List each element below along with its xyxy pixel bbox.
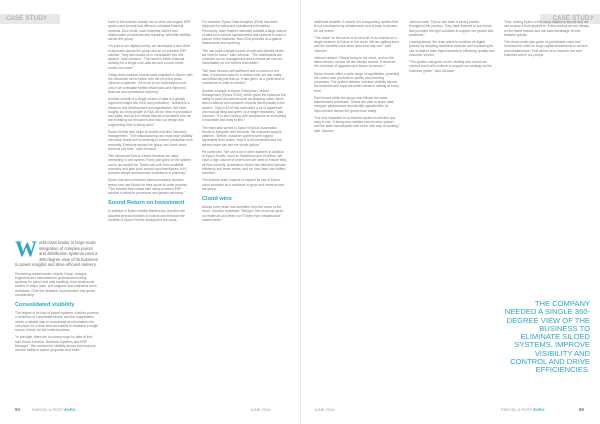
case-study-tab-right: CASE STUDY <box>540 14 600 24</box>
paragraph: Epicor Kinetic also helps to enable real-time inventory management. "The manufacturing unit must have visibility into stock levels and scheduling to ensure production runs smoothly. Everyone across the group can check stock levels at any time," said Johnson. <box>108 129 193 151</box>
footer-right <box>301 404 600 416</box>
pull-quote: THE COMPANY NEEDED A SINGLE 360-DEGREE VIEW OF THE BUSINESS TO ELIMINATE SILOED SYSTEMS, IMPROVE VISIBILITY AND CONTROL AND DRIVE EFFICIENCIES. <box>504 299 590 375</box>
paragraph: For instance, Epicor Data Analytics (EDA) has been deployed for sales and operational information. Previously, team leaders manually collated a large volume of data from various spreadsheets and systems to build a picture of the business. Now EDA provides at-a-glance dashboards and reporting. <box>202 20 287 46</box>
paragraph: Epicor has also enhanced sales processes. Autolivs teams now use Epicor for their quote-to-order process. "The solution that comes with using a mature ERP solution is ideal for processes and greater accuracy." <box>108 178 188 195</box>
dropcap: W <box>15 236 37 261</box>
paragraph: The largest of its kind of parcel systems, Autolivs process a collection of complicated flows, and the organisation needs a reliable way to consolidate its information into one place for a clear view and ability to establish a single source of truth for the entire business. <box>15 311 99 332</box>
paragraph: Looking ahead, the team plans to continue its digital journey by adopting additional modules and expanding its use of data to drive improvements in efficiency, quality and customer service. <box>409 40 495 57</box>
paragraph: Today, three Autolivs brands have migrated to Epicor, with the remainder set to follow over the next few years. Johnson explained: "As more of our businesses move onto it we anticipate further efficiencies and improved financial and operational reporting." <box>108 72 193 94</box>
paragraph: Almost every team has benefited from the move to the cloud. Johnson explained: "Being in the cloud has given us resilience and freed our IT team from infrastructure maintenance." <box>202 205 284 222</box>
right-page <box>300 0 600 424</box>
paragraph: "We introduced Epicor Kinetic because we need everything in one system. Every part goes on the system and is accounted for. Teams can pick from available inventory and plan work around accurate figures, so it reduces delays and improves confidence in planning." <box>108 154 191 175</box>
paragraph: The cloud model also gives us predictable costs and removes the need for large capital investments in servers and infrastructure. That allows us to invest in our core business and in our people. <box>504 40 588 57</box>
footer-brand: PARCEL & POST EXPO <box>32 407 76 412</box>
paragraph: "We have become self-sufficient and in control of our data. If someone asks for a certain view, we can easily and efficiently pull that up. It has given us a great deal of confidence in what is needed." <box>202 68 285 86</box>
right-column-3 <box>504 20 590 60</box>
footer-date: JUNE 2018 <box>250 407 271 412</box>
left-column-1 <box>15 236 99 355</box>
intro-paragraph <box>15 236 99 268</box>
section-heading: Sound Return on Investment <box>108 200 185 207</box>
paragraph: Each brand within the group now follows the same standardised processes. Teams are able to share data, compare performance and identify opportunities for improvement across the group more easily. <box>314 95 395 113</box>
paragraph: "As part of our digital journey, we developed a new chart of accounts across the group and an on-premise ERP solution. They also asked us to consolidate into one system," said Johnson. "The result is better financial visibility for a single core data set and a much faster month-end close." <box>108 44 191 70</box>
paragraph: Another benefit of a single source of data is a greatly improved insight into R&D and production. "Autolivs is a research and development-led organisation. We have roughly as many people in R&D as we have in production and sales, and so it is critical that we understand how we are investing our resources and how our design and engineering time is being used." <box>108 97 192 127</box>
paragraph: Epicor Kinetic offers a wide range of capabilities, providing full control over production, quality and planning processes. The system delivers real-time visibility across the business and supports better decision making at every level. <box>314 71 400 93</box>
paragraph: The Autolivs team expects to expand its use of Epicor cloud solutions as it continues to grow and invest across the group. <box>202 178 285 191</box>
right-column-2 <box>409 20 495 76</box>
paragraph: Each of the Autolivs brands ran on their own legacy ERP system and several had different, outdated financial systems. As a result, each business had its own independent procedures and reporting, with little visibility across the group. <box>108 20 191 41</box>
section-heading: Consolidated visibility <box>15 302 75 308</box>
paragraph: Johnson said: "Epicor has been a strong partner throughout the process. They have listened to our needs and provided the right solutions to support our growth and ambitions." <box>409 20 494 37</box>
page-number: 94 <box>15 407 21 412</box>
right-column-1 <box>314 20 400 136</box>
paragraph: Johnson added: "Simply being in the cloud, and on the latest version, means we are always current. It removes the overhead of upgrades and keeps us secure." <box>314 55 396 69</box>
footer-left <box>0 404 300 416</box>
paragraph: Thus, having Epicor in the cloud makes us secure and we can access it from anywhere. It also means we are always on the latest release and can take advantage of new features quickly. <box>504 20 590 37</box>
paragraph: "The vision for the future is to have all of our brands on a single instance of Epicor in the cloud. We are getting there and the benefits have been clear from day one," said Johnson. <box>314 35 400 53</box>
paragraph: "The system has given us the visibility and control we needed and it will continue to support our strategy as the business grows," said Johnson. <box>409 60 492 73</box>
paragraph: In addition to Epicor Mobile Warehouse, Autolivs has adopted several modules to extend and enhance the benefits of Epicor Kinetic deployed in the cloud. <box>108 209 185 222</box>
paragraph: Pioneering market leader, Autoliv Group, designs, engineers and manufactures professional sorting systems for parcel and mail handling, from small-scale sorters to major hubs, and supports and maintains them worldwide. Over the decades, its production has grown considerably. <box>15 271 97 297</box>
paragraph: "In principle, there are too many ways for data to live," said Sarah Johnson, Business Systems and ERP Manager. "We needed the visibility across the business and the ability to speed up growth and close." <box>15 335 96 352</box>
footer-date: JUNE 2018 <box>314 407 335 412</box>
left-column-2 <box>108 20 193 225</box>
left-column-3 <box>202 20 287 225</box>
paragraph: additional benefits. It means it is a supporting system that is not constrained by infrastructure and is easy to access for our teams. <box>314 20 398 33</box>
case-study-tab-left: CASE STUDY <box>0 14 60 24</box>
paragraph: "It is very important to us that the system is intuitive and easy to use. Training new starters has become quicker and the team has adapted well to the new way of working," said Johnson. <box>314 115 400 133</box>
intro-text: orld-class leader in large-scale integration of complex parcel and distribution systems uses a 360-degree view of its business to power insights and drive efficient delivery. <box>15 240 98 267</box>
paragraph: "We can build a single source of truth and identify where we need to focus," said Johnson. "The dashboards are reviewed by our management and it means we can act immediately on the metrics that matter." <box>202 48 285 66</box>
section-heading: Cloud wins <box>202 196 232 202</box>
paragraph: He continued: "We use a lot of other systems in addition to Epicor Kinetic, such as Salesforce and Zendesk. We have a high volume of orders and we need to ensure they all flow correctly. Automation Studio has delivered greater efficiency and fewer errors, and we now have one unified workflow." <box>202 149 287 175</box>
page-number: 95 <box>579 407 585 412</box>
footer-brand: PARCEL & POST EXPO <box>501 407 545 412</box>
paragraph: Another example is Epicor Enterprise Content Management (Epicor ECM), which gives the business the ability to store documents such as shipping notes, terms and conditions and customer records electronically in the system. "Epicor ECM has eliminated a lot of paperwork and manual filing and given us a single repository," said Johnson. "It is also helping with compliance as everything is traceable and easy to find." <box>202 88 287 123</box>
paragraph: The team also turned to Epicor's Epicor Automation Studio to integrate with Zendesk, the customer support platform. "Before, customer queries were logged separately from orders. Now it is all connected and the service team can see the whole picture." <box>202 125 282 147</box>
